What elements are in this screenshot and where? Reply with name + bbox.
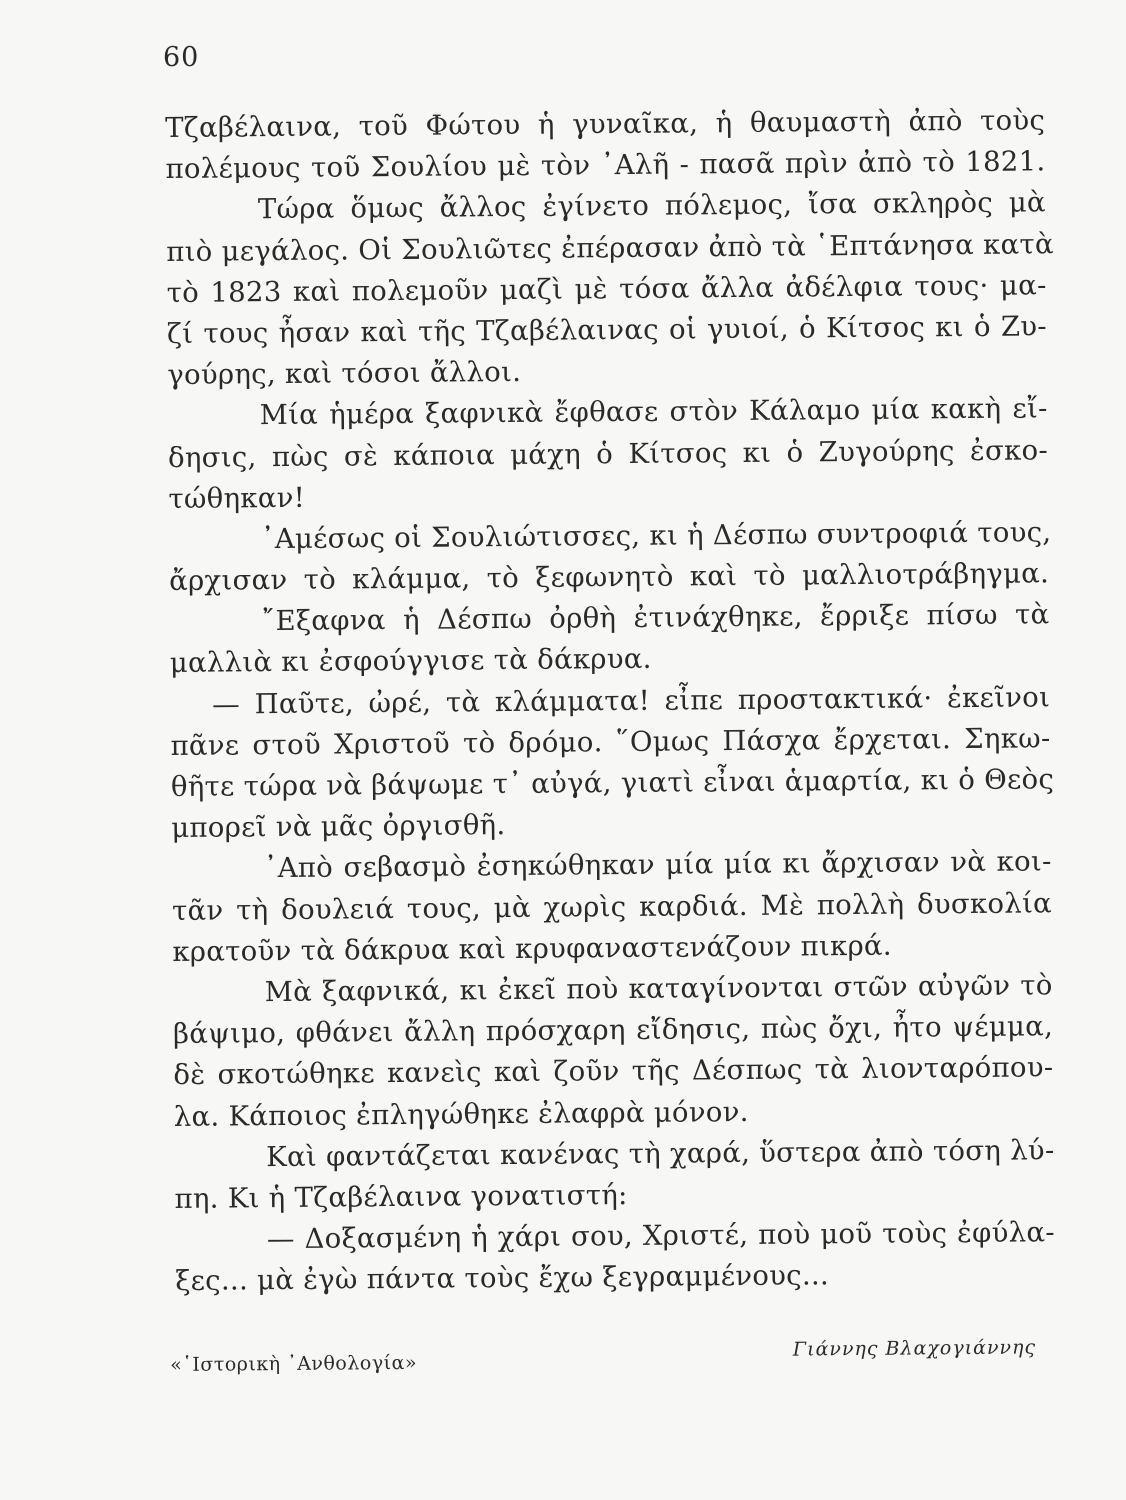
text-line: ξες... μὰ ἐγὼ πάντα τοὺς ἔχω ξεγραμμένους... xyxy=(175,1259,830,1298)
text-line: τᾶν τὴ δουλειά τους, μὰ χωρὶς καρδιά. Μὲ πολλὴ δυσκολία xyxy=(171,886,1053,927)
text-line: πᾶνε στοῦ Χριστοῦ τὸ δρόμο. ῞Ομως Πάσχα ἔρχεται. Σηκω- xyxy=(170,722,1051,762)
text-line: ᾿Απὸ σεβασμὸ ἐσηκώθηκαν μία μία κι ἄρχισαν νὰ κοι- xyxy=(263,845,1052,885)
text-line: Μὰ ξαφνικά, κι ἐκεῖ ποὺ καταγίνονται στῶν αὐγῶν τὸ xyxy=(264,969,1053,1009)
text-line: Μία ἡμέρα ξαφνικὰ ἔφθασε στὸν Κάλαμο μία κακὴ εἴ- xyxy=(259,392,1048,432)
text-line: λα. Κάποιος ἐπληγώθηκε ἐλαφρὰ μόνον. xyxy=(173,1095,749,1133)
text-line: τὸ 1823 καὶ πολεμοῦν μαζὶ μὲ τόσα ἄλλα ἀδέλφια τους· μα- xyxy=(166,269,1047,309)
text-line: Τζαβέλαινα, τοῦ Φώτου ἡ γυναῖκα, ἡ θαυμαστὴ ἀπὸ τοὺς xyxy=(165,104,1046,144)
text-line: κρατοῦν τὰ δάκρυα καὶ κρυφαναστενάζουν πικρά. xyxy=(172,929,893,968)
text-line: ῎Εξαφνα ἡ Δέσπω ὀρθὴ ἐτινάχθηκε, ἔρριξε πίσω τὰ xyxy=(261,598,1050,638)
text-line: γούρης, καὶ τόσοι ἄλλοι. xyxy=(167,356,522,392)
text-line: πη. Κι ἡ Τζαβέλαινα γονατιστή: xyxy=(174,1178,628,1215)
text-line: πολέμους τοῦ Σουλίου μὲ τὸν ᾿Αλῆ - πασᾶ πρὶν ἀπὸ τὸ 1821. xyxy=(165,145,1046,186)
text-line: Καὶ φαντάζεται κανένας τὴ χαρά, ὕστερα ἀπὸ τόση λύ- xyxy=(266,1133,1055,1173)
text-line: θῆτε τώρα νὰ βάψωμε τ᾿ αὐγά, γιατὶ εἶναι ἁμαρτία, κι ὁ Θεὸς xyxy=(170,763,1055,803)
text-line: ἄρχισαν τὸ κλάμμα, τὸ ξεφωνητὸ καὶ τὸ μαλλιοτράβηγμα. xyxy=(168,557,1050,598)
text-line: — Παῦτε, ὠρέ, τὰ κλάμματα! εἶπε προστακτικά· ἐκεῖνοι xyxy=(212,680,1051,721)
body-text xyxy=(165,100,1055,1302)
text-line: μαλλιὰ κι ἐσφούγγισε τὰ δάκρυα. xyxy=(169,643,652,680)
text-line: δησις, πὼς σὲ κάποια μάχη ὁ Κίτσος κι ὁ Ζυγούρης ἐσκο- xyxy=(167,433,1049,474)
text-line: πιὸ μεγάλος. Οἱ Σουλιῶτες ἐπέρασαν ἀπὸ τὰ ῾Επτάνησα κατὰ xyxy=(166,227,1054,268)
text-line: ζί τους ἦσαν καὶ τῆς Τζαβέλαινας οἱ γυιοί, ὁ Κίτσος κι ὁ Ζυ- xyxy=(166,310,1048,350)
text-line: δὲ σκοτώθηκε κανεὶς καὶ ζοῦν τῆς Δέσπως τὰ λιονταρόπου- xyxy=(173,1051,1054,1092)
author-name: Γιάννης Βλαχογιάννης xyxy=(792,1336,1037,1361)
text-line: μπορεῖ νὰ μᾶς ὀργισθῆ. xyxy=(171,809,506,845)
text-line: Τώρα ὅμως ἄλλος ἐγίνετο πόλεμος, ἴσα σκληρὸς μὰ xyxy=(257,186,1046,226)
page-footer xyxy=(170,1336,1037,1376)
text-line: τώθηκαν! xyxy=(168,481,306,515)
text-line: βάψιμο, φθάνει ἄλλη πρόσχαρη εἴδησις, πὼς ὄχι, ἦτο ψέμμα, xyxy=(172,1010,1054,1051)
text-line: — Δοξασμένη ἡ χάρι σου, Χριστέ, ποὺ μοῦ τοὺς ἐφύλα- xyxy=(266,1216,1055,1256)
text-line: ᾿Αμέσως οἱ Σουλιώτισσες, κι ἡ Δέσπω συντροφιά τους, xyxy=(260,516,1052,556)
source-citation: «῾Ιστορικὴ ᾿Ανθολογία» xyxy=(170,1351,418,1376)
page-number: 60 xyxy=(163,42,200,73)
